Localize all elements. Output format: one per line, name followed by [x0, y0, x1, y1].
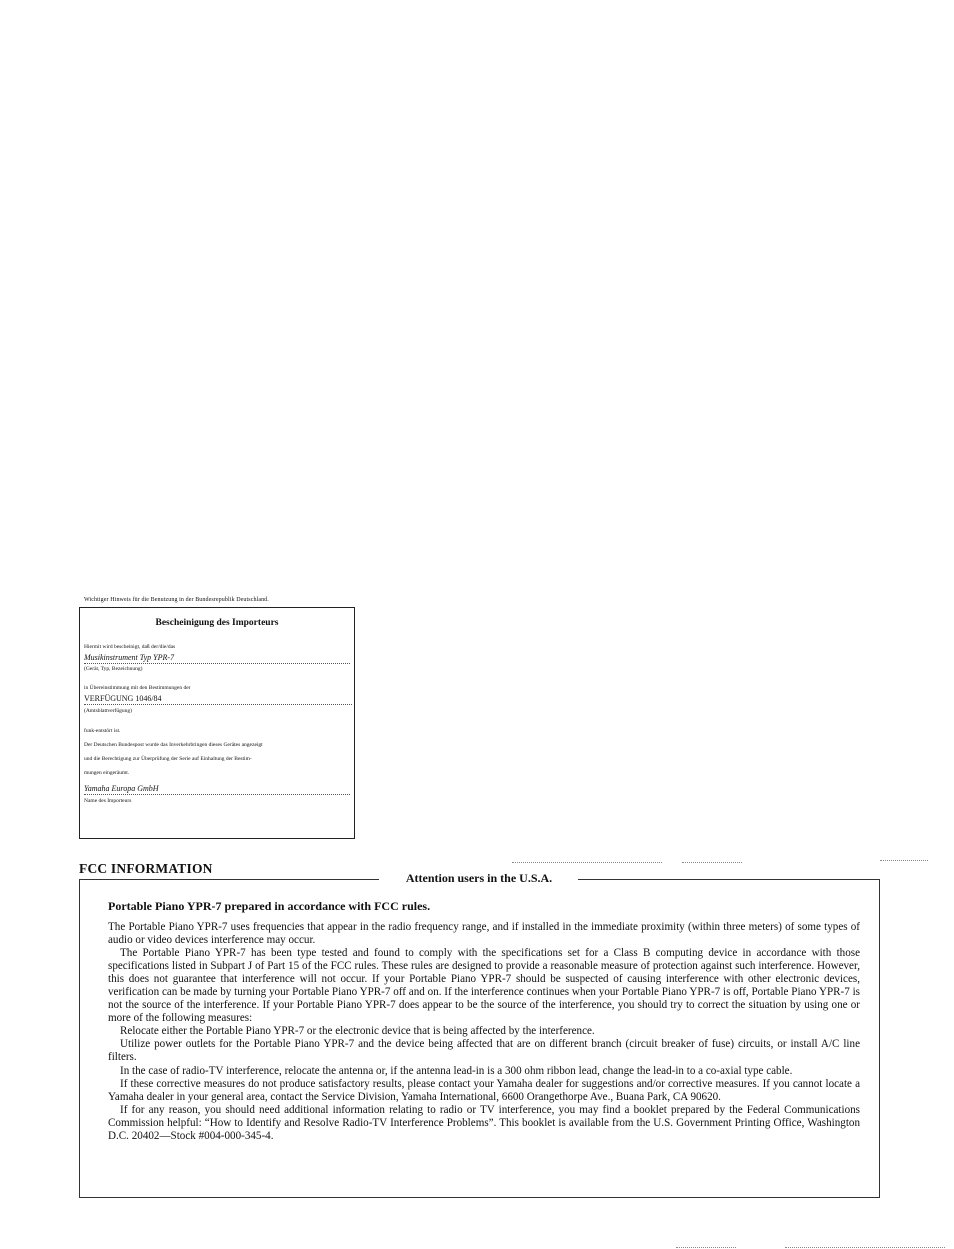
- fcc-paragraph: In the case of radio-TV interference, relocate the antenna or, if the antenna lead-in is a 300 ohm ribbon lead, change the lead-in to a co-axial type cable.: [120, 1064, 793, 1077]
- compliance-text: in Übereinstimmung mit den Bestimmungen der: [84, 685, 191, 691]
- device-field: Musikinstrument Typ YPR-7: [84, 652, 350, 664]
- importer-field: Yamaha Europa GmbH: [84, 783, 350, 795]
- scan-artifact: [512, 862, 662, 863]
- declaration-line: und die Berechtigung zur Überprüfung der Serie auf Einhaltung der Bestim-: [84, 756, 252, 762]
- scan-artifact: [785, 1247, 945, 1248]
- attention-heading: Attention users in the U.S.A.: [405, 871, 553, 885]
- certificate-title: Bescheinigung des Importeurs: [155, 618, 279, 628]
- declaration-line: Der Deutschen Bundespost wurde das Inverkehrbringen dieses Gerätes angezeigt: [84, 742, 263, 748]
- status-text: funk-entstört ist.: [84, 728, 121, 734]
- certificate-intro: Hiermit wird bescheinigt, daß der/die/das: [84, 644, 176, 650]
- fcc-paragraph: If for any reason, you should need additional information relating to radio or TV interference, you may find a booklet prepared by the Federal Communications Commission helpful: “How to Identify and Resolve Radio-TV Interference Problems”. This booklet is available from the U.S. Government Printing Office, Washington D.C. 20402—Stock #004-000-345-4.: [108, 1103, 860, 1142]
- fcc-subtitle: Portable Piano YPR-7 prepared in accordance with FCC rules.: [108, 899, 431, 913]
- fcc-paragraph: The Portable Piano YPR-7 uses frequencies that appear in the radio frequency range, and if installed in the immediate proximity (within three meters) of some types of audio or video devices interference may occur.: [108, 921, 860, 947]
- fcc-heading: FCC INFORMATION: [79, 861, 213, 876]
- regulation-field: VERFÜGUNG 1046/84: [84, 693, 352, 705]
- fcc-paragraph: The Portable Piano YPR-7 has been type tested and found to comply with the specifications set for a Class B computing device in accordance with those specifications listed in Subpart J of Part 15 of the FCC rules. These rules are designed to provide a reasonable measure of protection against such interference. However, this does not guarantee that interference will not occur. If your Portable Piano YPR-7 should be suspected of causing interference with other electronic devices, verification can be made by turning your Portable Piano YPR-7 off and on. If the interference continues when your Portable Piano YPR-7 is off, Portable Piano YPR-7 is not the source of the interference. If your Portable Piano YPR-7 does appear to be the source of the interference, you should try to correct the situation by using one or more of the following measures:: [108, 947, 860, 1025]
- importer-notice: Wichtiger Hinweis für die Benutzung in der Bundesrepublik Deutschland.: [84, 597, 269, 603]
- fcc-body: [108, 921, 860, 1143]
- device-caption: (Gerät, Typ, Bezeichnung): [84, 666, 143, 672]
- regulation-caption: (Amtsblattverfügung): [84, 708, 132, 714]
- importer-caption: Name des Importeurs: [84, 798, 132, 804]
- fcc-paragraph: Utilize power outlets for the Portable Piano YPR-7 and the device being affected that are on different branch (circuit breaker of fuse) circuits, or install A/C line filters.: [108, 1038, 860, 1064]
- fcc-paragraph: Relocate either the Portable Piano YPR-7 or the electronic device that is being affected by the interference.: [120, 1025, 595, 1038]
- importer-certificate-box: [79, 607, 355, 839]
- declaration-line: mungen eingeräumt.: [84, 770, 130, 776]
- scan-artifact: [880, 860, 928, 861]
- fcc-paragraph: If these corrective measures do not produce satisfactory results, please contact your Yamaha dealer for suggestions and/or corrective measures. If you cannot locate a Yamaha dealer in your general area, contact the Service Division, Yamaha International, 6600 Orangethorpe Ave., Buana Park, CA 90620.: [108, 1077, 860, 1103]
- scan-artifact: [676, 1247, 736, 1248]
- scan-artifact: [682, 862, 742, 863]
